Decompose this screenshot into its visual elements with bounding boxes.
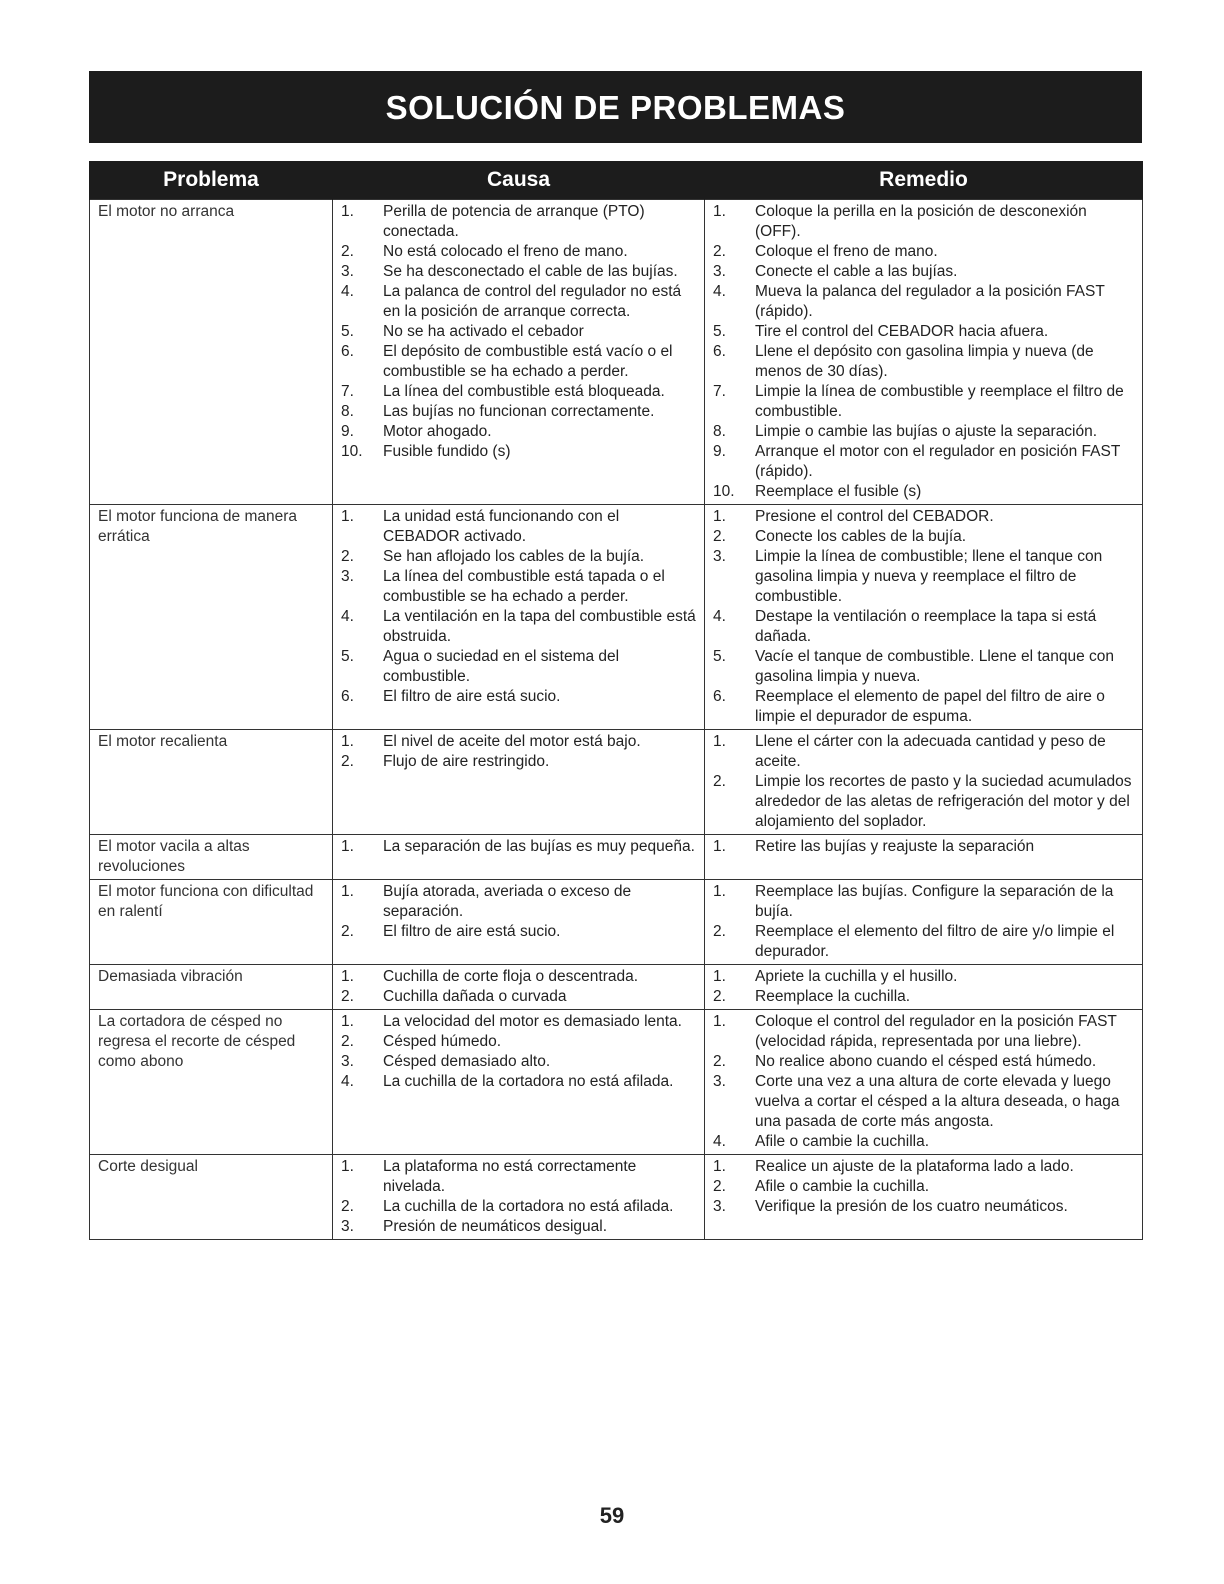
remedy-item-text: Llene el depósito con gasolina limpia y nueva (de menos de 30 días). bbox=[755, 343, 1094, 380]
remedy-item-number: 2. bbox=[713, 773, 726, 790]
remedy-item-text: Reemplace el elemento del filtro de aire y/o limpie el depurador. bbox=[755, 923, 1115, 960]
cause-item bbox=[341, 1012, 698, 1032]
remedy-item-text: Afile o cambie la cuchilla. bbox=[755, 1133, 930, 1150]
remedy-item-text: Destape la ventilación o reemplace la tapa si está dañada. bbox=[755, 608, 1097, 645]
cause-item bbox=[341, 382, 698, 402]
remedy-item-number: 4. bbox=[713, 1133, 726, 1150]
cause-item-number: 2. bbox=[341, 753, 354, 770]
cause-list bbox=[341, 837, 698, 857]
remedy-item-number: 1. bbox=[713, 968, 726, 985]
cause-list bbox=[341, 507, 698, 707]
cause-item-number: 7. bbox=[341, 383, 354, 400]
table-row bbox=[90, 965, 1143, 1010]
cause-item-text: Cuchilla de corte floja o descentrada. bbox=[383, 968, 639, 985]
remedy-item-number: 2. bbox=[713, 1178, 726, 1195]
problem-cell: El motor recalienta bbox=[90, 730, 333, 835]
remedy-item bbox=[713, 922, 1136, 962]
cause-item bbox=[341, 1197, 698, 1217]
remedy-item bbox=[713, 1072, 1136, 1132]
remedy-item-number: 2. bbox=[713, 988, 726, 1005]
troubleshooting-table bbox=[89, 161, 1143, 1240]
cause-item-number: 6. bbox=[341, 688, 354, 705]
remedy-item-number: 1. bbox=[713, 883, 726, 900]
remedy-item-number: 6. bbox=[713, 688, 726, 705]
cause-item-text: Flujo de aire restringido. bbox=[383, 753, 550, 770]
cause-item-number: 3. bbox=[341, 1053, 354, 1070]
remedy-item-text: Coloque el control del regulador en la posición FAST (velocidad rápida, representada por una liebre). bbox=[755, 1013, 1117, 1050]
remedy-item bbox=[713, 547, 1136, 607]
cause-item bbox=[341, 422, 698, 442]
remedy-item-number: 3. bbox=[713, 548, 726, 565]
remedy-item bbox=[713, 422, 1136, 442]
cause-item-text: Cuchilla dañada o curvada bbox=[383, 988, 567, 1005]
remedy-item-text: Coloque el freno de mano. bbox=[755, 243, 938, 260]
remedy-item-text: Limpie o cambie las bujías o ajuste la separación. bbox=[755, 423, 1098, 440]
cause-item-number: 2. bbox=[341, 988, 354, 1005]
remedy-cell bbox=[705, 200, 1143, 505]
table-row bbox=[90, 200, 1143, 505]
cause-item-number: 2. bbox=[341, 1033, 354, 1050]
remedy-item-text: Coloque la perilla en la posición de desconexión (OFF). bbox=[755, 203, 1087, 240]
cause-item-number: 1. bbox=[341, 1158, 354, 1175]
problem-cell: Corte desigual bbox=[90, 1155, 333, 1240]
cause-item-text: Fusible fundido (s) bbox=[383, 443, 511, 460]
remedy-item-text: No realice abono cuando el césped está húmedo. bbox=[755, 1053, 1097, 1070]
cause-item-text: Césped demasiado alto. bbox=[383, 1053, 551, 1070]
problem-cell: El motor no arranca bbox=[90, 200, 333, 505]
remedy-item-text: Retire las bujías y reajuste la separación bbox=[755, 838, 1035, 855]
remedy-item bbox=[713, 732, 1136, 772]
cause-cell bbox=[333, 730, 705, 835]
cause-item bbox=[341, 687, 698, 707]
cause-item bbox=[341, 202, 698, 242]
cause-cell bbox=[333, 835, 705, 880]
cause-item bbox=[341, 987, 698, 1007]
remedy-cell bbox=[705, 835, 1143, 880]
remedy-item bbox=[713, 1132, 1136, 1152]
cause-item-text: El nivel de aceite del motor está bajo. bbox=[383, 733, 641, 750]
remedy-cell bbox=[705, 730, 1143, 835]
cause-item bbox=[341, 882, 698, 922]
remedy-item-number: 7. bbox=[713, 383, 726, 400]
cause-item-text: Las bujías no funcionan correctamente. bbox=[383, 403, 655, 420]
cause-item-number: 1. bbox=[341, 508, 354, 525]
cause-item-number: 3. bbox=[341, 568, 354, 585]
cause-item bbox=[341, 442, 698, 462]
cause-list bbox=[341, 1012, 698, 1092]
cause-item bbox=[341, 607, 698, 647]
cause-item-number: 1. bbox=[341, 883, 354, 900]
remedy-cell bbox=[705, 1010, 1143, 1155]
remedy-item bbox=[713, 242, 1136, 262]
remedy-item-number: 9. bbox=[713, 443, 726, 460]
cause-item-number: 1. bbox=[341, 733, 354, 750]
cause-item bbox=[341, 647, 698, 687]
header-remedy: Remedio bbox=[705, 161, 1143, 200]
cause-item-text: No está colocado el freno de mano. bbox=[383, 243, 628, 260]
remedy-item bbox=[713, 527, 1136, 547]
remedy-item bbox=[713, 322, 1136, 342]
cause-item bbox=[341, 752, 698, 772]
header-cause: Causa bbox=[333, 161, 705, 200]
remedy-item bbox=[713, 1157, 1136, 1177]
cause-item-number: 1. bbox=[341, 1013, 354, 1030]
remedy-list bbox=[713, 507, 1136, 727]
remedy-list bbox=[713, 837, 1136, 857]
remedy-cell bbox=[705, 505, 1143, 730]
remedy-item-number: 6. bbox=[713, 343, 726, 360]
remedy-item bbox=[713, 1197, 1136, 1217]
cause-cell bbox=[333, 965, 705, 1010]
remedy-item bbox=[713, 202, 1136, 242]
remedy-item bbox=[713, 482, 1136, 502]
cause-item-number: 10. bbox=[341, 443, 363, 460]
table-row bbox=[90, 1010, 1143, 1155]
remedy-list bbox=[713, 1012, 1136, 1152]
cause-item-text: No se ha activado el cebador bbox=[383, 323, 584, 340]
remedy-item-text: Llene el cárter con la adecuada cantidad y peso de aceite. bbox=[755, 733, 1106, 770]
cause-item-number: 5. bbox=[341, 648, 354, 665]
page-title-banner bbox=[89, 71, 1142, 143]
cause-item-text: Presión de neumáticos desigual. bbox=[383, 1218, 608, 1235]
remedy-item-number: 2. bbox=[713, 243, 726, 260]
cause-list bbox=[341, 202, 698, 462]
cause-item-text: La palanca de control del regulador no está en la posición de arranque correcta. bbox=[383, 283, 682, 320]
cause-item bbox=[341, 567, 698, 607]
cause-item-number: 1. bbox=[341, 203, 354, 220]
table-header-row bbox=[90, 161, 1143, 200]
cause-cell bbox=[333, 880, 705, 965]
remedy-item bbox=[713, 1177, 1136, 1197]
remedy-item-number: 1. bbox=[713, 733, 726, 750]
remedy-item bbox=[713, 507, 1136, 527]
cause-item-number: 2. bbox=[341, 243, 354, 260]
remedy-item-number: 4. bbox=[713, 283, 726, 300]
remedy-item bbox=[713, 882, 1136, 922]
cause-item-number: 2. bbox=[341, 548, 354, 565]
remedy-item-number: 3. bbox=[713, 1198, 726, 1215]
cause-item-text: La unidad está funcionando con el CEBADOR activado. bbox=[383, 508, 620, 545]
remedy-item bbox=[713, 262, 1136, 282]
table-body bbox=[90, 200, 1143, 1240]
cause-item-number: 5. bbox=[341, 323, 354, 340]
cause-item-text: Agua o suciedad en el sistema del combustible. bbox=[383, 648, 620, 685]
cause-cell bbox=[333, 1010, 705, 1155]
remedy-item bbox=[713, 342, 1136, 382]
problem-cell: El motor vacila a altas revoluciones bbox=[90, 835, 333, 880]
cause-item bbox=[341, 402, 698, 422]
remedy-item-text: Vacíe el tanque de combustible. Llene el tanque con gasolina limpia y nueva. bbox=[755, 648, 1115, 685]
remedy-item bbox=[713, 967, 1136, 987]
remedy-item-number: 4. bbox=[713, 608, 726, 625]
table-row bbox=[90, 505, 1143, 730]
cause-item-text: La separación de las bujías es muy pequeña. bbox=[383, 838, 695, 855]
remedy-item-number: 5. bbox=[713, 648, 726, 665]
remedy-cell bbox=[705, 880, 1143, 965]
remedy-item bbox=[713, 1012, 1136, 1052]
cause-item bbox=[341, 837, 698, 857]
cause-cell bbox=[333, 200, 705, 505]
remedy-item-text: Conecte el cable a las bujías. bbox=[755, 263, 958, 280]
cause-item bbox=[341, 1217, 698, 1237]
header-problem: Problema bbox=[90, 161, 333, 200]
remedy-item-text: Arranque el motor con el regulador en posición FAST (rápido). bbox=[755, 443, 1121, 480]
remedy-item-number: 1. bbox=[713, 1013, 726, 1030]
remedy-item-number: 10. bbox=[713, 483, 735, 500]
problem-cell: El motor funciona con dificultad en ralentí bbox=[90, 880, 333, 965]
remedy-item-number: 2. bbox=[713, 1053, 726, 1070]
cause-item bbox=[341, 262, 698, 282]
cause-item-text: La cuchilla de la cortadora no está afilada. bbox=[383, 1073, 674, 1090]
remedy-item-text: Reemplace la cuchilla. bbox=[755, 988, 911, 1005]
cause-item-number: 9. bbox=[341, 423, 354, 440]
cause-item-number: 4. bbox=[341, 1073, 354, 1090]
cause-item-text: La cuchilla de la cortadora no está afilada. bbox=[383, 1198, 674, 1215]
cause-item-text: Bujía atorada, averiada o exceso de separación. bbox=[383, 883, 632, 920]
cause-item bbox=[341, 1157, 698, 1197]
remedy-item-text: Limpie la línea de combustible; llene el tanque con gasolina limpia y nueva y reemplace el filtro de combustible. bbox=[755, 548, 1103, 605]
cause-item bbox=[341, 342, 698, 382]
remedy-item-text: Reemplace las bujías. Configure la separación de la bujía. bbox=[755, 883, 1114, 920]
cause-item bbox=[341, 967, 698, 987]
remedy-cell bbox=[705, 965, 1143, 1010]
cause-item bbox=[341, 1032, 698, 1052]
remedy-item-number: 1. bbox=[713, 1158, 726, 1175]
cause-item-number: 3. bbox=[341, 1218, 354, 1235]
remedy-item-number: 2. bbox=[713, 923, 726, 940]
cause-item-text: La ventilación en la tapa del combustible está obstruida. bbox=[383, 608, 696, 645]
remedy-item-text: Verifique la presión de los cuatro neumáticos. bbox=[755, 1198, 1068, 1215]
cause-item-text: El filtro de aire está sucio. bbox=[383, 688, 561, 705]
cause-item bbox=[341, 732, 698, 752]
remedy-item-text: Presione el control del CEBADOR. bbox=[755, 508, 994, 525]
cause-item bbox=[341, 507, 698, 547]
cause-item bbox=[341, 322, 698, 342]
cause-item bbox=[341, 1072, 698, 1092]
remedy-item-number: 1. bbox=[713, 508, 726, 525]
remedy-item-text: Reemplace el fusible (s) bbox=[755, 483, 922, 500]
remedy-item bbox=[713, 837, 1136, 857]
cause-list bbox=[341, 1157, 698, 1237]
cause-item-text: La plataforma no está correctamente nivelada. bbox=[383, 1158, 637, 1195]
cause-item bbox=[341, 282, 698, 322]
cause-item-text: El filtro de aire está sucio. bbox=[383, 923, 561, 940]
cause-item-number: 1. bbox=[341, 838, 354, 855]
remedy-item-text: Reemplace el elemento de papel del filtro de aire o limpie el depurador de espuma. bbox=[755, 688, 1105, 725]
cause-item-text: La línea del combustible está bloqueada. bbox=[383, 383, 665, 400]
cause-item-text: Se ha desconectado el cable de las bujías. bbox=[383, 263, 678, 280]
remedy-item bbox=[713, 647, 1136, 687]
cause-item-number: 2. bbox=[341, 1198, 354, 1215]
cause-item-text: La línea del combustible está tapada o el combustible se ha echado a perder. bbox=[383, 568, 665, 605]
remedy-list bbox=[713, 882, 1136, 962]
remedy-item bbox=[713, 1052, 1136, 1072]
remedy-item-text: Mueva la palanca del regulador a la posición FAST (rápido). bbox=[755, 283, 1105, 320]
cause-item-number: 4. bbox=[341, 283, 354, 300]
remedy-item-text: Limpie los recortes de pasto y la suciedad acumulados alrededor de las aletas de refrigeración del motor y del alojamiento del soplador. bbox=[755, 773, 1132, 830]
cause-cell bbox=[333, 1155, 705, 1240]
remedy-item-text: Conecte los cables de la bujía. bbox=[755, 528, 967, 545]
cause-item-text: La velocidad del motor es demasiado lenta. bbox=[383, 1013, 682, 1030]
remedy-item bbox=[713, 987, 1136, 1007]
remedy-cell bbox=[705, 1155, 1143, 1240]
cause-item-number: 2. bbox=[341, 923, 354, 940]
page-number: 59 bbox=[599, 1503, 625, 1528]
problem-cell: El motor funciona de manera errática bbox=[90, 505, 333, 730]
cause-item-number: 4. bbox=[341, 608, 354, 625]
cause-item bbox=[341, 1052, 698, 1072]
remedy-item bbox=[713, 442, 1136, 482]
remedy-item-number: 2. bbox=[713, 528, 726, 545]
cause-item-number: 3. bbox=[341, 263, 354, 280]
cause-item-number: 8. bbox=[341, 403, 354, 420]
cause-item-text: Se han aflojado los cables de la bujía. bbox=[383, 548, 645, 565]
remedy-item-number: 3. bbox=[713, 263, 726, 280]
table-row bbox=[90, 835, 1143, 880]
remedy-item-text: Tire el control del CEBADOR hacia afuera. bbox=[755, 323, 1049, 340]
remedy-list bbox=[713, 1157, 1136, 1217]
remedy-item-number: 1. bbox=[713, 203, 726, 220]
cause-item bbox=[341, 922, 698, 942]
cause-item-text: Césped húmedo. bbox=[383, 1033, 502, 1050]
cause-item-number: 6. bbox=[341, 343, 354, 360]
cause-item-text: Motor ahogado. bbox=[383, 423, 492, 440]
cause-list bbox=[341, 882, 698, 942]
remedy-list bbox=[713, 732, 1136, 832]
remedy-item-text: Limpie la línea de combustible y reemplace el filtro de combustible. bbox=[755, 383, 1124, 420]
remedy-list bbox=[713, 202, 1136, 502]
remedy-item-number: 3. bbox=[713, 1073, 726, 1090]
cause-item-number: 1. bbox=[341, 968, 354, 985]
remedy-item-number: 1. bbox=[713, 838, 726, 855]
remedy-item bbox=[713, 282, 1136, 322]
cause-list bbox=[341, 732, 698, 772]
cause-item bbox=[341, 242, 698, 262]
remedy-item-text: Corte una vez a una altura de corte elevada y luego vuelva a cortar el césped a la altura deseada, o haga una pasada de corte más angosta. bbox=[755, 1073, 1120, 1130]
remedy-item bbox=[713, 607, 1136, 647]
table-row bbox=[90, 880, 1143, 965]
problem-cell: Demasiada vibración bbox=[90, 965, 333, 1010]
page-title: SOLUCIÓN DE PROBLEMAS bbox=[385, 89, 846, 126]
cause-item-text: Perilla de potencia de arranque (PTO) conectada. bbox=[383, 203, 645, 240]
table-row bbox=[90, 1155, 1143, 1240]
remedy-item bbox=[713, 772, 1136, 832]
remedy-item bbox=[713, 382, 1136, 422]
remedy-item-text: Afile o cambie la cuchilla. bbox=[755, 1178, 930, 1195]
remedy-item-number: 8. bbox=[713, 423, 726, 440]
table-row bbox=[90, 730, 1143, 835]
cause-item-text: El depósito de combustible está vacío o el combustible se ha echado a perder. bbox=[383, 343, 673, 380]
cause-list bbox=[341, 967, 698, 1007]
cause-item bbox=[341, 547, 698, 567]
remedy-item-number: 5. bbox=[713, 323, 726, 340]
remedy-list bbox=[713, 967, 1136, 1007]
remedy-item bbox=[713, 687, 1136, 727]
remedy-item-text: Realice un ajuste de la plataforma lado a lado. bbox=[755, 1158, 1074, 1175]
problem-cell: La cortadora de césped no regresa el recorte de césped como abono bbox=[90, 1010, 333, 1155]
remedy-item-text: Apriete la cuchilla y el husillo. bbox=[755, 968, 958, 985]
cause-cell bbox=[333, 505, 705, 730]
